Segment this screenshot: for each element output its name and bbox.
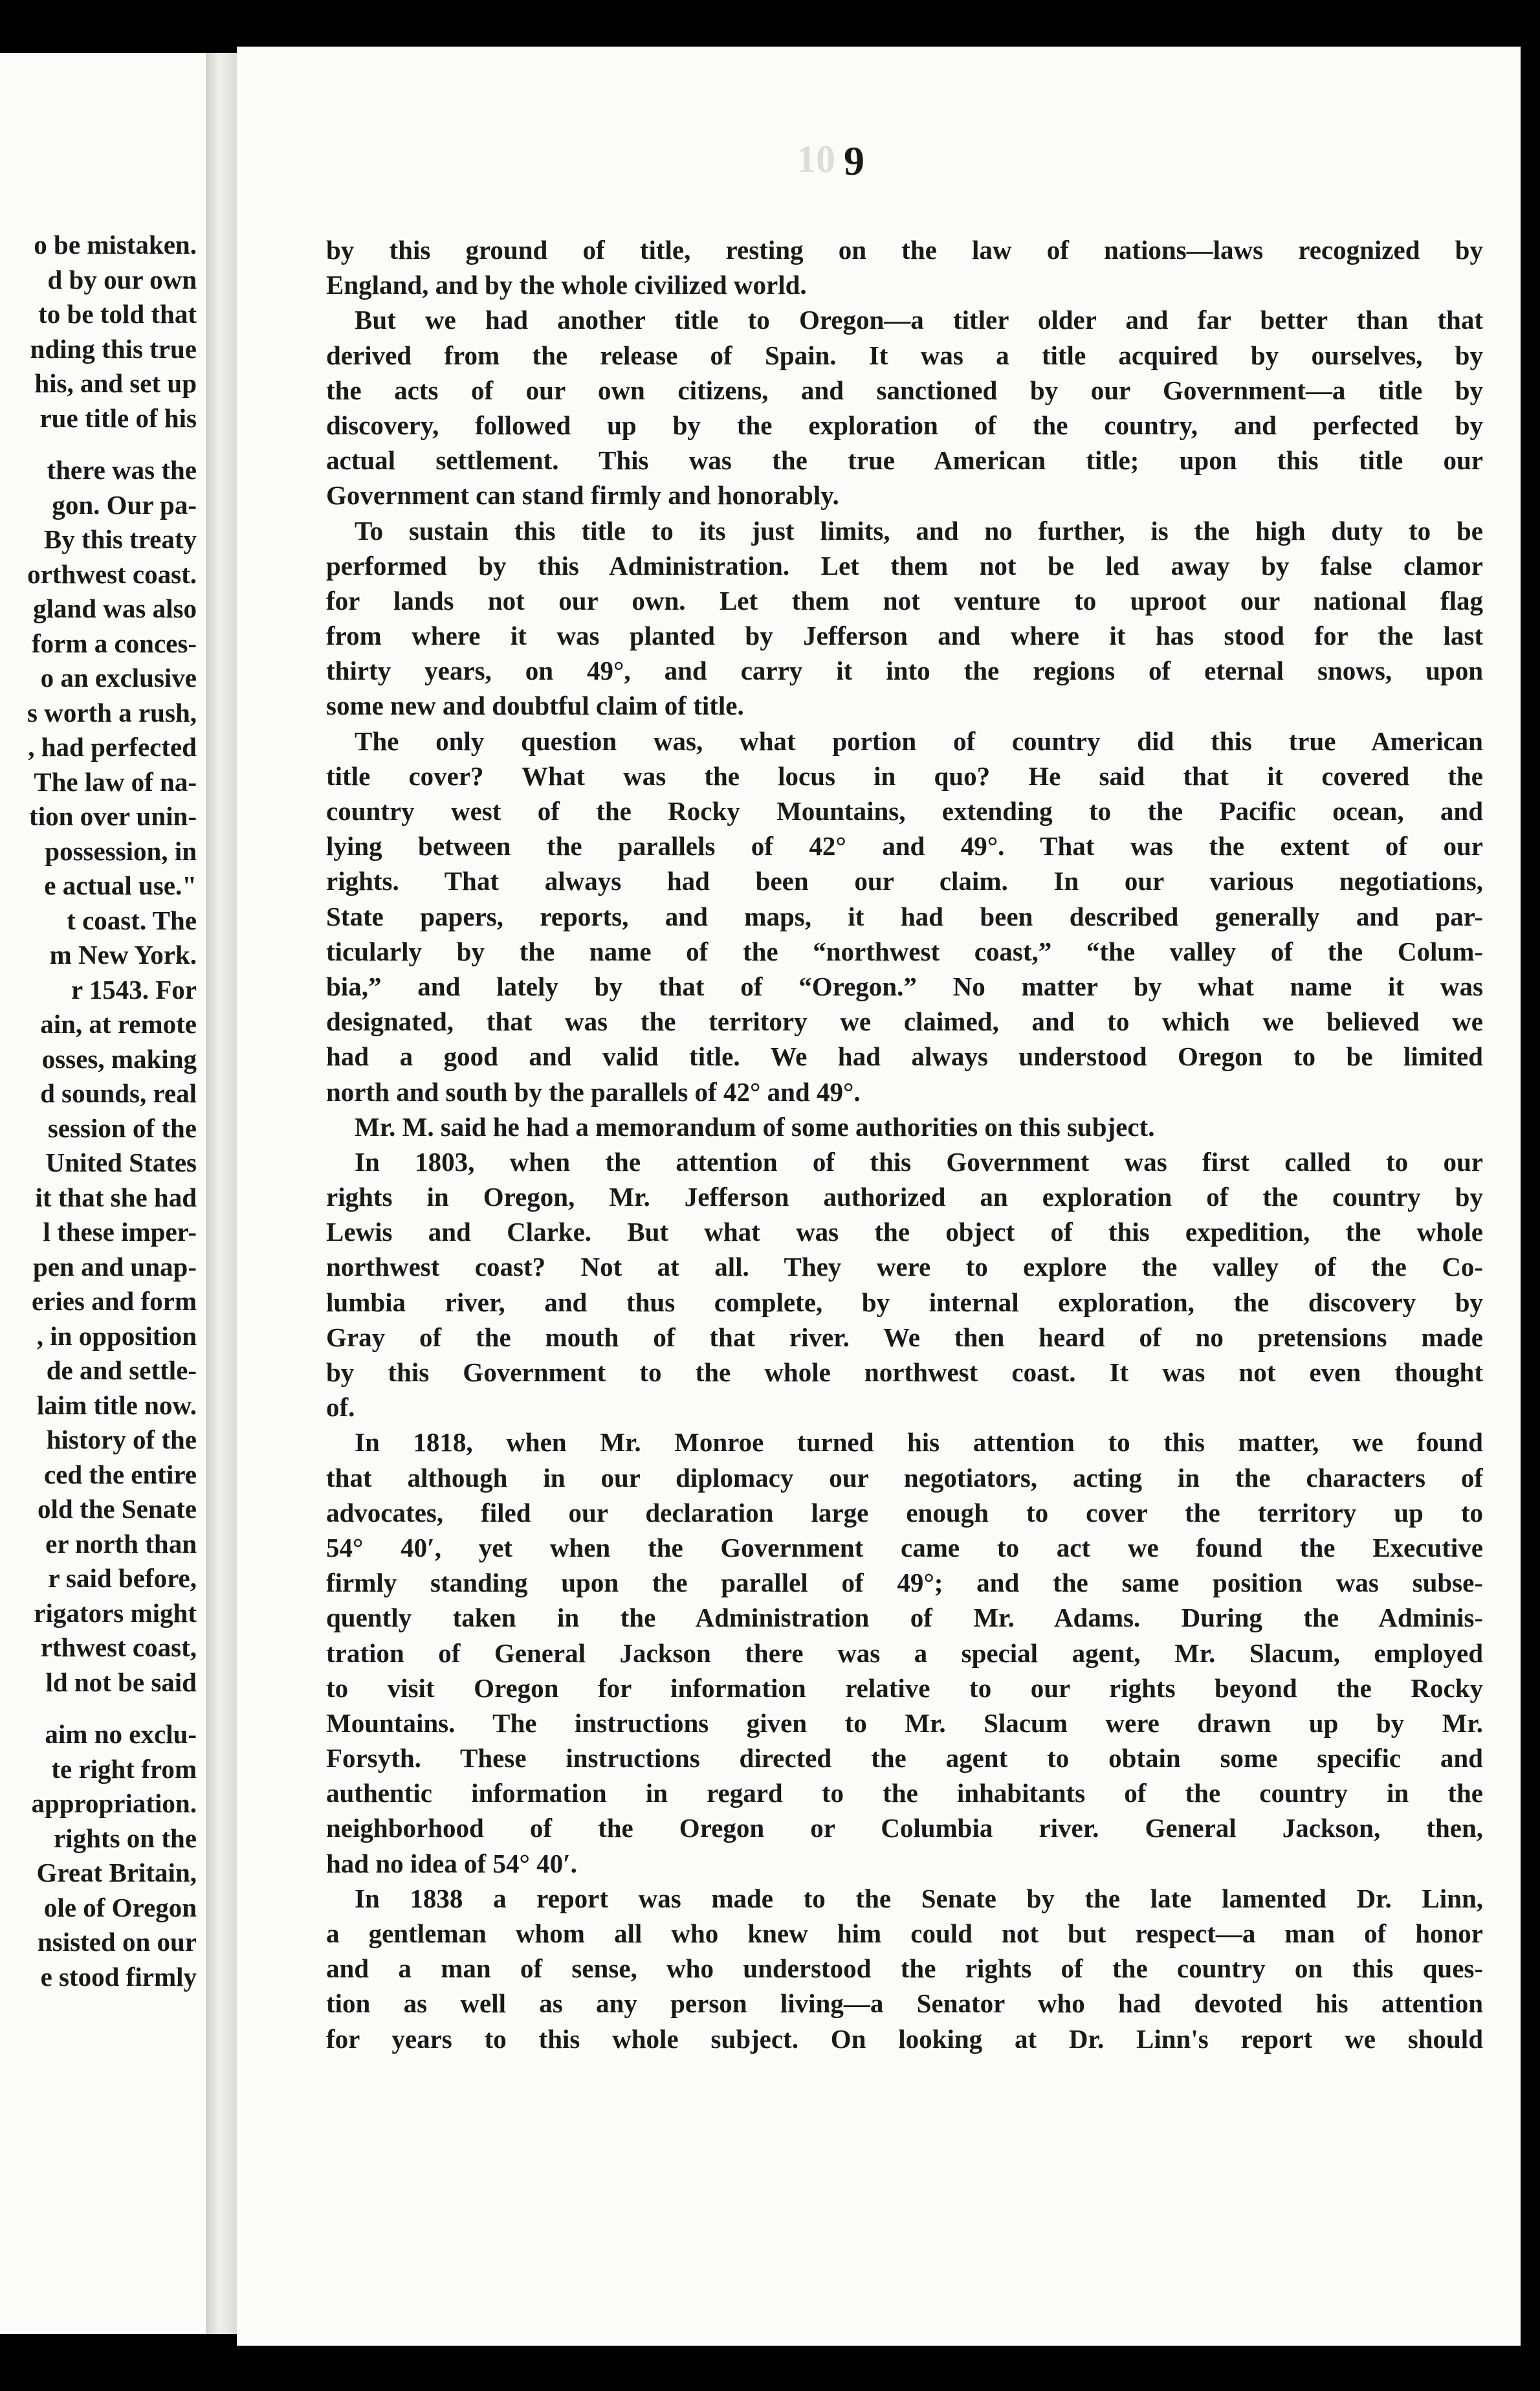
paragraph: [326, 302, 1483, 513]
body-text: [326, 232, 1483, 2056]
left-page-line: eries and form: [31, 1286, 197, 1316]
paragraph: [326, 1144, 1483, 1425]
text-line: for years to this whole subject. On looking at Dr. Linn's report we should: [326, 2023, 1483, 2054]
text-line: Mountains. The instructions given to Mr. Slacum were drawn up by Mr.: [326, 1707, 1483, 1738]
text-line: Forsyth. These instructions directed the agent to obtain some specific and: [326, 1743, 1483, 1774]
text-line: from where it was planted by Jefferson and where it has stood for the last: [326, 621, 1483, 651]
text-line: Government can stand firmly and honorably.: [326, 480, 839, 511]
left-page-line: o be mistaken.: [34, 230, 197, 260]
left-page-line: ole of Oregon: [43, 1892, 197, 1922]
text-line: Mr. M. said he had a memorandum of some authorities on this subject.: [355, 1111, 1155, 1142]
left-page-line: ld not be said: [45, 1667, 197, 1697]
left-page-line: Great Britain,: [36, 1858, 197, 1887]
text-line: tion as well as any person living—a Senator who had devoted his attention: [326, 1988, 1483, 2019]
left-page-line: aim no exclu-: [45, 1719, 197, 1749]
left-page-line: [0, 436, 197, 453]
paragraph: [326, 724, 1483, 1109]
left-page-line: t coast. The: [67, 905, 197, 935]
text-line: England, and by the whole civilized world.: [326, 270, 807, 300]
left-page-line: nsisted on our: [37, 1927, 197, 1957]
left-page-line: pen and unap-: [33, 1251, 197, 1282]
left-page-line: d by our own: [47, 264, 197, 295]
previous-page: [0, 53, 206, 2334]
left-page-line: r 1543. For: [71, 974, 197, 1005]
left-page-line: er north than: [45, 1528, 197, 1559]
text-line: rights. That always had been our claim. In our various negotiations,: [326, 866, 1483, 896]
text-line: Gray of the mouth of that river. We then heard of no pretensions made: [326, 1322, 1483, 1352]
text-line: designated, that was the territory we claimed, and to which we believed we: [326, 1006, 1483, 1037]
left-page-line: to be told that: [38, 299, 197, 329]
paragraph: [326, 1881, 1483, 2056]
left-page-line: rue title of his: [39, 403, 197, 433]
text-line: northwest coast? Not at all. They were to explore the valley of the Co-: [326, 1252, 1483, 1282]
text-line: to visit Oregon for information relative to our rights beyond the Rocky: [326, 1673, 1483, 1703]
left-page-line: it that she had: [35, 1182, 197, 1212]
text-line: the acts of our own citizens, and sanctioned by our Government—a title by: [326, 375, 1483, 405]
text-line: derived from the release of Spain. It was a title acquired by ourselves, by: [326, 340, 1483, 370]
left-page-line: o an exclusive: [40, 663, 197, 693]
text-line: thirty years, on 49°, and carry it into the regions of eternal snows, upon: [326, 656, 1483, 686]
text-line: title cover? What was the locus in quo? He said that it covered the: [326, 761, 1483, 791]
bleed-through-page-number: 10: [797, 138, 835, 181]
text-line: by this ground of title, resting on the law of nations—laws recognized by: [326, 235, 1483, 265]
text-line: and a man of sense, who understood the rights of the country on this ques-: [326, 1953, 1483, 1984]
left-page-line: tion over unin-: [29, 801, 197, 831]
left-page-line: possession, in: [45, 836, 197, 866]
text-line: rights in Oregon, Mr. Jefferson authorized an exploration of the country by: [326, 1182, 1483, 1212]
text-line: actual settlement. This was the true American title; upon this title our: [326, 445, 1483, 476]
left-page-line: nding this true: [30, 333, 197, 364]
text-line: quently taken in the Administration of Mr. Adams. During the Adminis-: [326, 1603, 1483, 1633]
page-number: 9: [844, 138, 864, 184]
text-line: bia,” and lately by that of “Oregon.” No matter by what name it was: [326, 971, 1483, 1001]
left-page-line: d sounds, real: [40, 1078, 197, 1108]
left-page-line: ain, at remote: [40, 1009, 197, 1039]
text-line: performed by this Administration. Let them not be led away by false clamor: [326, 550, 1483, 581]
left-page-line: rthwest coast,: [40, 1632, 197, 1662]
text-line: Lewis and Clarke. But what was the object of this expedition, the whole: [326, 1217, 1483, 1247]
left-page-line: form a conces-: [31, 628, 197, 658]
text-line: authentic information in regard to the inhabitants of the country in the: [326, 1778, 1483, 1808]
text-line: a gentleman whom all who knew him could not but respect—a man of honor: [326, 1918, 1483, 1948]
left-page-line: e actual use.": [44, 871, 197, 900]
text-line: advocates, filed our declaration large enough to cover the territory up to: [326, 1497, 1483, 1528]
left-page-line: rights on the: [54, 1823, 197, 1853]
left-page-line: The law of na-: [34, 766, 197, 797]
left-page-line: there was the: [47, 455, 197, 485]
left-page-line: de and settle-: [46, 1355, 197, 1385]
left-page-line: , had perfected: [28, 732, 197, 762]
text-line: of.: [326, 1392, 355, 1423]
left-page-line: session of the: [47, 1113, 197, 1143]
text-line: In 1803, when the attention of this Government was first called to our: [355, 1146, 1483, 1177]
text-line: neighborhood of the Oregon or Columbia river. General Jackson, then,: [326, 1813, 1483, 1843]
left-page-line: osses, making: [41, 1043, 197, 1074]
text-line: But we had another title to Oregon—a titler older and far better than that: [355, 305, 1483, 335]
paragraph: [326, 1109, 1483, 1144]
left-page-line: United States: [45, 1148, 197, 1177]
left-page-line: laim title now.: [36, 1390, 197, 1420]
text-line: for lands not our own. Let them not venture to uproot our national flag: [326, 585, 1483, 616]
left-page-line: old the Senate: [38, 1494, 197, 1524]
text-line: 54° 40′, yet when the Government came to act we found the Executive: [326, 1532, 1483, 1562]
left-page-line: r said before,: [48, 1563, 197, 1593]
text-line: State papers, reports, and maps, it had been described generally and par-: [326, 901, 1483, 931]
paragraph: [326, 232, 1483, 302]
text-line: In 1818, when Mr. Monroe turned his attention to this matter, we found: [355, 1427, 1483, 1458]
left-page-line: By this treaty: [43, 524, 197, 554]
text-line: north and south by the parallels of 42° and 49°.: [326, 1076, 861, 1107]
text-line: tration of General Jackson there was a special agent, Mr. Slacum, employed: [326, 1638, 1483, 1668]
text-line: some new and doubtful claim of title.: [326, 691, 744, 721]
text-line: ticularly by the name of the “northwest coast,” “the valley of the Colum-: [326, 936, 1483, 966]
left-page-line: ced the entire: [43, 1459, 197, 1489]
left-page-line: gland was also: [33, 594, 197, 623]
left-page-line: m New York.: [49, 940, 197, 970]
left-page-line: s worth a rush,: [27, 697, 197, 728]
left-page-line: e stood firmly: [40, 1961, 197, 1992]
left-page-line: appropriation.: [31, 1788, 197, 1818]
text-line: country west of the Rocky Mountains, extending to the Pacific ocean, and: [326, 796, 1483, 826]
left-page-line: , in opposition: [36, 1320, 197, 1351]
text-line: had a good and valid title. We had always understood Oregon to be limited: [326, 1041, 1483, 1072]
left-page-line: orthwest coast.: [27, 559, 197, 589]
text-line: had no idea of 54° 40′.: [326, 1848, 577, 1878]
current-page: [237, 47, 1521, 2346]
left-page-line: history of the: [46, 1425, 197, 1454]
text-line: In 1838 a report was made to the Senate by the late lamented Dr. Linn,: [355, 1883, 1483, 1913]
text-line: lumbia river, and thus complete, by internal exploration, the discovery by: [326, 1287, 1483, 1317]
left-page-line: [0, 1700, 197, 1717]
left-page-line: l these imper-: [43, 1217, 197, 1247]
text-line: To sustain this title to its just limits, and no further, is the high duty to be: [355, 515, 1483, 546]
previous-page-text: [0, 228, 197, 1994]
text-line: firmly standing upon the parallel of 49°; and the same position was subse-: [326, 1568, 1483, 1598]
left-page-line: te right from: [51, 1753, 197, 1784]
text-line: that although in our diplomacy our negotiators, acting in the characters of: [326, 1462, 1483, 1493]
left-page-line: rigators might: [34, 1597, 197, 1628]
book-gutter: [206, 53, 237, 2334]
text-line: lying between the parallels of 42° and 49°. That was the extent of our: [326, 831, 1483, 862]
text-line: by this Government to the whole northwest coast. It was not even thought: [326, 1357, 1483, 1387]
left-page-line: his, and set up: [34, 368, 197, 398]
left-page-line: gon. Our pa-: [52, 489, 197, 520]
paragraph: [326, 1425, 1483, 1880]
text-line: The only question was, what portion of country did this true American: [355, 726, 1483, 756]
text-line: discovery, followed up by the exploration of the country, and perfected by: [326, 410, 1483, 440]
paragraph: [326, 513, 1483, 724]
